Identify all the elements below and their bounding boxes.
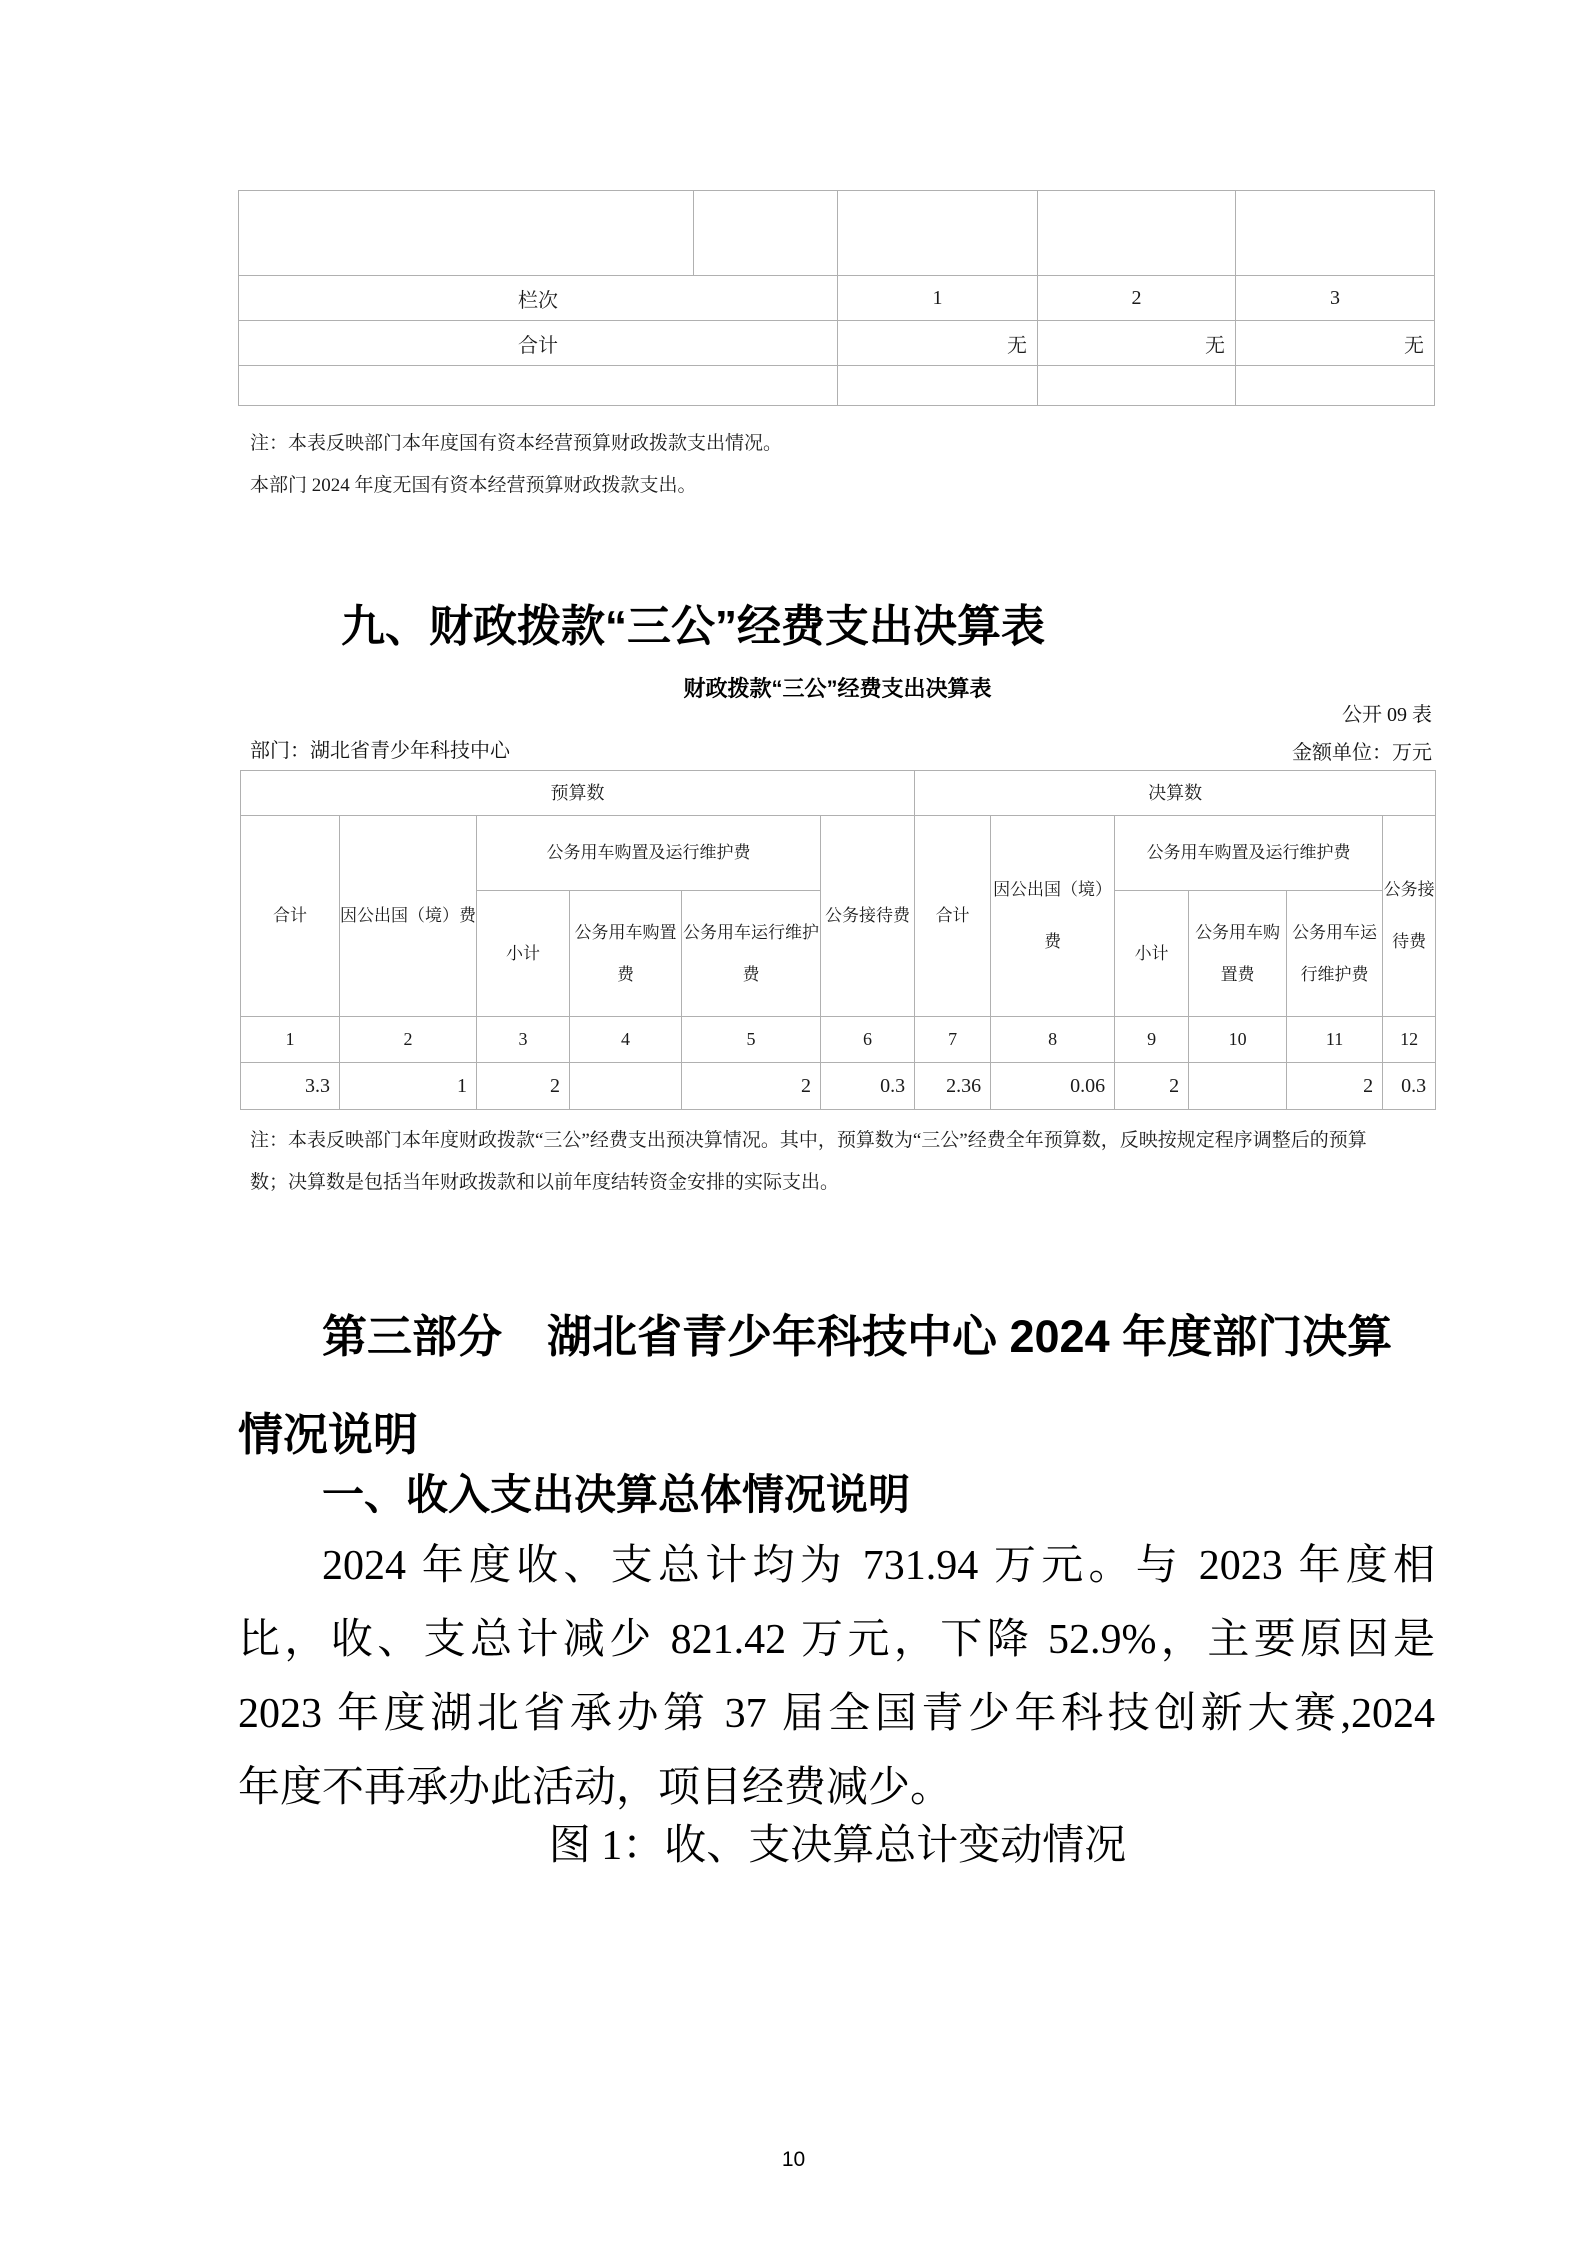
data-cell: 2.36 — [915, 1063, 991, 1110]
column-number: 2 — [1038, 276, 1236, 321]
final-purchase-header: 公务用车购置费 — [1189, 891, 1287, 1017]
final-operation-header: 公务用车运行维护费 — [1287, 891, 1383, 1017]
column-number: 9 — [1115, 1017, 1189, 1063]
data-cell: 2 — [1115, 1063, 1189, 1110]
data-row — [241, 1063, 1436, 1110]
paragraph-line: 2024 年度收、支总计均为 731.94 万元。与 2023 年度相 — [322, 1543, 1435, 1589]
empty-cell — [694, 191, 838, 276]
empty-cell — [239, 191, 694, 276]
column-number: 4 — [570, 1017, 682, 1063]
paragraph-line: 比，收、支总计减少 821.42 万元，下降 52.9%，主要原因是 — [238, 1617, 1435, 1663]
data-cell: 0.06 — [991, 1063, 1115, 1110]
final-abroad-header: 因公出国（境）费 — [991, 816, 1115, 1017]
column-number: 12 — [1383, 1017, 1436, 1063]
budget-operation-header: 公务用车运行维护费 — [682, 891, 821, 1017]
column-number: 3 — [1236, 276, 1435, 321]
column-number: 2 — [340, 1017, 477, 1063]
data-cell: 2 — [477, 1063, 570, 1110]
empty-cell — [239, 366, 838, 406]
paragraph-line: 2023 年度湖北省承办第 37 届全国青少年科技创新大赛,2024 — [238, 1691, 1435, 1737]
column-number: 10 — [1189, 1017, 1287, 1063]
column-number: 1 — [241, 1017, 340, 1063]
table-note-line: 注：本表反映部门本年度财政拨款“三公”经费支出预决算情况。其中，预算数为“三公”经费全年预算数，反映按规定程序调整后的预算 — [250, 1130, 1367, 1151]
total-value: 无 — [1038, 321, 1236, 366]
final-vehicle-group-header: 公务用车购置及运行维护费 — [1115, 816, 1383, 891]
section-heading: 九、财政拨款“三公”经费支出决算表 — [341, 602, 1045, 651]
table-row — [239, 191, 1435, 276]
table-row — [239, 366, 1435, 406]
budget-subtotal-header: 小计 — [477, 891, 570, 1017]
total-value: 无 — [1236, 321, 1435, 366]
table-code: 公开 09 表 — [1342, 704, 1432, 726]
state-capital-expenditure-table — [238, 190, 1435, 406]
table-row — [241, 816, 1436, 891]
table-row — [239, 276, 1435, 321]
sangong-expenditure-table — [240, 770, 1436, 1110]
column-number: 6 — [821, 1017, 915, 1063]
empty-cell — [1038, 191, 1236, 276]
final-group-header: 决算数 — [915, 771, 1436, 816]
budget-purchase-header: 公务用车购置费 — [570, 891, 682, 1017]
unit-label: 金额单位：万元 — [1292, 742, 1432, 764]
budget-total-header: 合计 — [241, 816, 340, 1017]
empty-cell — [1236, 191, 1435, 276]
data-cell — [1189, 1063, 1287, 1110]
total-value: 无 — [838, 321, 1038, 366]
column-number-row — [241, 1017, 1436, 1063]
table-note-line: 注：本表反映部门本年度国有资本经营预算财政拨款支出情况。 — [250, 433, 783, 454]
budget-group-header: 预算数 — [241, 771, 915, 816]
total-label: 合计 — [239, 321, 838, 366]
budget-reception-header: 公务接待费 — [821, 816, 915, 1017]
table-note-line: 数；决算数是包括当年财政拨款和以前年度结转资金安排的实际支出。 — [250, 1172, 840, 1193]
final-total-header: 合计 — [915, 816, 991, 1017]
paragraph-line: 年度不再承办此活动，项目经费减少。 — [238, 1765, 953, 1811]
department-label: 部门：湖北省青少年科技中心 — [250, 740, 510, 762]
budget-abroad-header: 因公出国（境）费 — [340, 816, 477, 1017]
column-number: 1 — [838, 276, 1038, 321]
part3-heading-line2: 情况说明 — [238, 1409, 419, 1460]
data-cell: 2 — [682, 1063, 821, 1110]
data-cell: 2 — [1287, 1063, 1383, 1110]
figure-caption: 图 1：收、支决算总计变动情况 — [548, 1823, 1127, 1869]
budget-vehicle-group-header: 公务用车购置及运行维护费 — [477, 816, 821, 891]
column-number: 11 — [1287, 1017, 1383, 1063]
data-cell: 1 — [340, 1063, 477, 1110]
part3-subheading: 一、收入支出决算总体情况说明 — [322, 1471, 911, 1518]
data-cell — [570, 1063, 682, 1110]
empty-cell — [1038, 366, 1236, 406]
column-number: 5 — [682, 1017, 821, 1063]
column-number: 7 — [915, 1017, 991, 1063]
empty-cell — [1236, 366, 1435, 406]
data-cell: 3.3 — [241, 1063, 340, 1110]
final-subtotal-header: 小计 — [1115, 891, 1189, 1017]
empty-cell — [838, 191, 1038, 276]
table-row — [241, 771, 1436, 816]
column-number: 8 — [991, 1017, 1115, 1063]
table-title: 财政拨款“三公”经费支出决算表 — [683, 676, 992, 701]
table-row — [239, 321, 1435, 366]
column-number: 3 — [477, 1017, 570, 1063]
final-reception-header: 公务接待费 — [1383, 816, 1436, 1017]
data-cell: 0.3 — [821, 1063, 915, 1110]
empty-cell — [838, 366, 1038, 406]
data-cell: 0.3 — [1383, 1063, 1436, 1110]
table-note-line: 本部门 2024 年度无国有资本经营预算财政拨款支出。 — [250, 475, 697, 496]
part3-heading-line1: 第三部分 湖北省青少年科技中心 2024 年度部门决算 — [322, 1311, 1393, 1362]
column-index-label: 栏次 — [239, 276, 838, 321]
page-number: 10 — [781, 2148, 806, 2171]
